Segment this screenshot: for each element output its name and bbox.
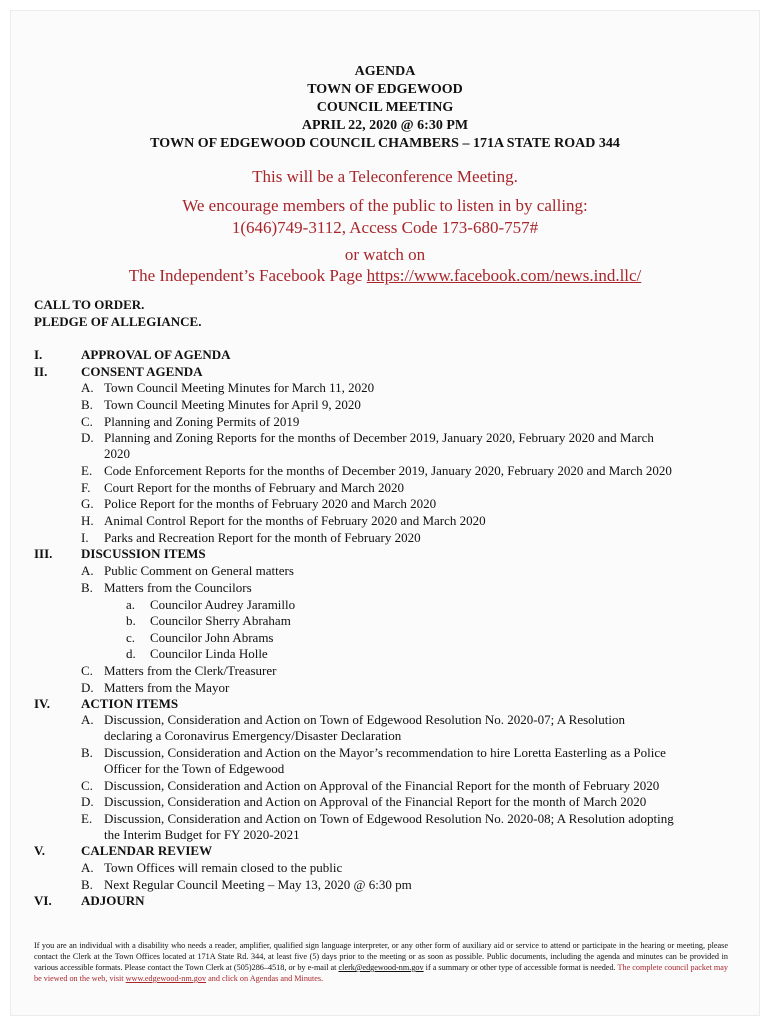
agenda-item: Public Comment on General matters (104, 563, 294, 578)
councilor-item: Councilor Audrey Jaramillo (150, 597, 296, 612)
agenda-item: Planning and Zoning Permits of 2019 (104, 414, 300, 429)
pledge-of-allegiance: PLEDGE OF ALLEGIANCE. (34, 314, 202, 329)
item-letter: F. (81, 480, 91, 495)
section-title: CONSENT AGENDA (81, 364, 203, 379)
agenda-item: Discussion, Consideration and Action on Town of Edgewood Resolution No. 2020-08; A Resolution adopting (104, 811, 674, 826)
item-letter: G. (81, 496, 94, 511)
councilor-item: Councilor John Abrams (150, 630, 274, 645)
item-letter: B. (81, 580, 93, 595)
item-letter: A. (81, 712, 94, 727)
agenda-item: Town Council Meeting Minutes for March 11, 2020 (104, 380, 375, 395)
item-letter: E. (81, 811, 93, 826)
subitem-letter: c. (126, 630, 136, 645)
item-letter: B. (81, 745, 93, 760)
meeting-date: APRIL 22, 2020 @ 6:30 PM (301, 118, 469, 133)
agenda-item: Police Report for the months of February 2020 and March 2020 (104, 496, 437, 511)
call-to-order: CALL TO ORDER. (34, 297, 145, 312)
footer-text: If you are an individual with a disability who needs a reader, amplifier, qualified sign language interpreter, or any other form of auxiliary aid or service to attend or participate in the hearing or meeting, please contact the Clerk at the Town Offices located at 171A State Rd. 344, at least five (5) days prior to the meeting or as soon as possible. Public documents, including the agenda and minutes can be provided in various accessible formats. Please contact the Town Clerk at (505)286–4518, or by e-mail at (34, 941, 728, 972)
item-letter: D. (81, 430, 94, 445)
section-title: APPROVAL OF AGENDA (81, 347, 231, 362)
item-letter: B. (81, 877, 93, 892)
teleconference-notice: This will be a Teleconference Meeting. (252, 167, 518, 186)
phone-number: 1(646)749-3112, Access Code 173-680-757# (231, 218, 539, 237)
section-number: VI. (34, 893, 52, 908)
item-letter: D. (81, 680, 94, 695)
section-number: III. (34, 546, 53, 561)
subitem-letter: a. (126, 597, 136, 612)
item-letter: A. (81, 563, 94, 578)
agenda-item: Matters from the Mayor (104, 680, 230, 695)
agenda-item-continuation: declaring a Coronavirus Emergency/Disaster Declaration (104, 728, 402, 743)
agenda-item: Code Enforcement Reports for the months of December 2019, January 2020, February 2020 and March 2020 (104, 463, 672, 478)
agenda-item-continuation: the Interim Budget for FY 2020-2021 (104, 827, 300, 842)
section-number: V. (34, 843, 45, 858)
section-title: CALENDAR REVIEW (81, 843, 213, 858)
meeting-type: COUNCIL MEETING (316, 100, 454, 115)
footer-text: if a summary or other type of accessible format is needed. (425, 963, 616, 972)
councilor-item: Councilor Sherry Abraham (150, 613, 291, 628)
agenda-item: Discussion, Consideration and Action on Approval of the Financial Report for the month of March 2020 (104, 794, 647, 809)
item-letter: H. (81, 513, 94, 528)
item-letter: C. (81, 778, 93, 793)
subitem-letter: b. (126, 613, 136, 628)
agenda-title: AGENDA (354, 64, 416, 79)
agenda-item: Parks and Recreation Report for the month of February 2020 (104, 530, 421, 545)
item-letter: E. (81, 463, 93, 478)
agenda-item: Matters from the Councilors (104, 580, 252, 595)
listen-notice: We encourage members of the public to listen in by calling: (182, 196, 588, 215)
item-letter: A. (81, 380, 94, 395)
section-number: IV. (34, 696, 51, 711)
clerk-email-link[interactable]: clerk@edgewood-nm.gov (338, 963, 424, 972)
agenda-item: Court Report for the months of February and March 2020 (104, 480, 405, 495)
section-number: I. (34, 347, 43, 362)
town-name: TOWN OF EDGEWOOD (307, 82, 463, 97)
item-letter: D. (81, 794, 94, 809)
item-letter: B. (81, 397, 93, 412)
agenda-item: Discussion, Consideration and Action on Approval of the Financial Report for the month of February 2020 (104, 778, 660, 793)
agenda-item: Next Regular Council Meeting – May 13, 2020 @ 6:30 pm (104, 877, 412, 892)
watch-notice: or watch on (344, 245, 426, 264)
item-letter: A. (81, 860, 94, 875)
agenda-item: Discussion, Consideration and Action on Town of Edgewood Resolution No. 2020-07; A Resolution (104, 712, 625, 727)
facebook-link[interactable]: https://www.facebook.com/news.ind.llc/ (366, 266, 642, 285)
agenda-item: Animal Control Report for the months of February 2020 and March 2020 (104, 513, 486, 528)
meeting-location: TOWN OF EDGEWOOD COUNCIL CHAMBERS – 171A STATE ROAD 344 (150, 136, 620, 151)
agenda-item: Matters from the Clerk/Treasurer (104, 663, 277, 678)
agenda-item: Discussion, Consideration and Action on the Mayor’s recommendation to hire Loretta Easterling as a Police (104, 745, 666, 760)
agenda-item: Town Offices will remain closed to the public (104, 860, 343, 875)
agenda-item: Planning and Zoning Reports for the months of December 2019, January 2020, February 2020 and March (104, 430, 654, 445)
item-letter: C. (81, 414, 93, 429)
section-title: ACTION ITEMS (81, 696, 179, 711)
item-letter: I. (81, 530, 89, 545)
packet-text: and click on Agendas and Minutes. (208, 974, 324, 983)
packet-text: The complete council packet may be viewed on the web, visit (34, 963, 729, 983)
agenda-item-continuation: Officer for the Town of Edgewood (104, 761, 285, 776)
subitem-letter: d. (126, 646, 136, 661)
section-number: II. (34, 364, 48, 379)
item-letter: C. (81, 663, 93, 678)
facebook-prefix: The Independent’s Facebook Page (128, 266, 363, 285)
agenda-item: Town Council Meeting Minutes for April 9, 2020 (104, 397, 361, 412)
website-link[interactable]: www.edgewood-nm.gov (125, 974, 207, 983)
section-title: ADJOURN (81, 893, 145, 908)
agenda-item-continuation: 2020 (104, 446, 130, 461)
section-title: DISCUSSION ITEMS (81, 546, 206, 561)
accessibility-footer (34, 940, 728, 984)
councilor-item: Councilor Linda Holle (150, 646, 268, 661)
facebook-line (0, 266, 770, 286)
